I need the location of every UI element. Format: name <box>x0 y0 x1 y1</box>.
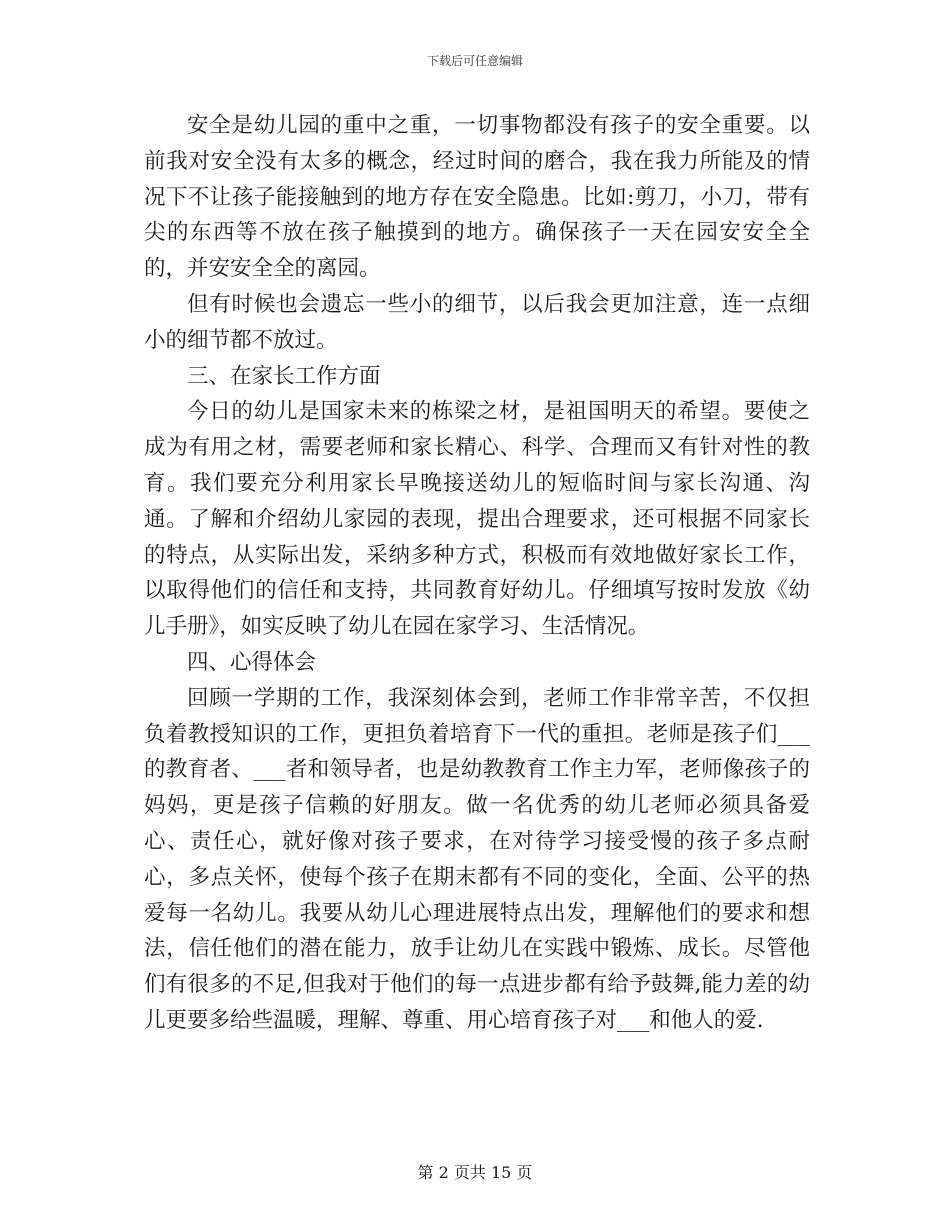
paragraph-reflections: 回顾一学期的工作，我深刻体会到，老师工作非常辛苦，不仅担负着教授知识的工作，更担负着培育下一代的重担。老师是孩子们___的教育者、___者和领导者，也是幼教教育工作主力军，老师像孩子的妈妈，更是孩子信赖的好朋友。做一名优秀的幼儿老师必须具备爱心、责任心，就好像对孩子要求，在对待学习接受慢的孩子多点耐心，多点关怀，使每个孩子在期末都有不同的变化，全面、公平的热爱每一名幼儿。我要从幼儿心理进展特点出发，理解他们的要求和想法，信任他们的潜在能力，放手让幼儿在实践中锻炼、成长。尽管他们有很多的不足,但我对于他们的每一点进步都有给予鼓舞,能力差的幼儿更要多给些温暖，理解、尊重、用心培育孩子对___和他人的爱. <box>144 685 810 1033</box>
paragraph-safety: 安全是幼儿园的重中之重，一切事物都没有孩子的安全重要。以前我对安全没有太多的概念，经过时间的磨合，我在我力所能及的情况下不让孩子能接触到的地方存在安全隐患。比如:剪刀，小刀，带有尖的东西等不放在孩子触摸到的地方。确保孩子一天在园安安全全的，并安安全全的离园。 <box>144 113 810 282</box>
section-heading-parents: 三、在家长工作方面 <box>187 363 381 389</box>
paragraph-parents-work: 今日的幼儿是国家未来的栋梁之材，是祖国明天的希望。要使之成为有用之材，需要老师和家长精心、科学、合理而又有针对性的教育。我们要充分利用家长早晚接送幼儿的短临时间与家长沟通、沟通。了解和介绍幼儿家园的表现，提出合理要求，还可根据不同家长的特点，从实际出发，采纳多种方式，积极而有效地做好家长工作，以取得他们的信任和支持，共同教育好幼儿。仔细填写按时发放《幼儿手册》，如实反映了幼儿在园在家学习、生活情况。 <box>144 399 810 640</box>
paragraph-details: 但有时候也会遗忘一些小的细节，以后我会更加注意，连一点细小的细节都不放过。 <box>144 291 810 353</box>
section-heading-reflections: 四、心得体会 <box>187 649 317 675</box>
page-header: 下载后可任意编辑 <box>426 54 523 68</box>
page-number: 第 2 页共 15 页 <box>417 1163 533 1182</box>
document-body <box>144 108 810 1039</box>
